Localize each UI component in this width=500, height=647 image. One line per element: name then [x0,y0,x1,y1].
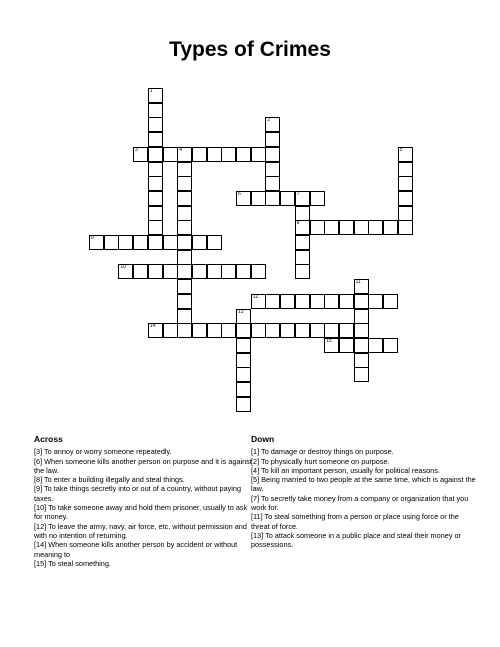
grid-cell[interactable] [383,338,398,353]
grid-cell[interactable] [280,191,295,206]
grid-cell[interactable] [221,264,236,279]
grid-cell[interactable] [265,132,280,147]
grid-cell[interactable] [89,235,104,250]
across-heading: Across [34,434,63,444]
down-clue [251,531,476,550]
grid-cell[interactable] [265,162,280,177]
across-clue-number: [9] [34,484,43,494]
cell-number: 13 [238,308,244,315]
across-clue [34,457,254,476]
down-clue-number: [4] [251,465,260,475]
grid-cell[interactable] [177,264,192,279]
grid-cell[interactable] [236,338,251,353]
grid-cell[interactable] [368,220,383,235]
cell-number: 12 [252,293,259,300]
grid-cell[interactable] [177,162,192,177]
grid-cell[interactable] [177,147,192,162]
grid-cell[interactable] [251,147,266,162]
grid-cell[interactable] [368,294,383,309]
grid-cell[interactable] [118,235,133,250]
grid-cell[interactable] [148,132,163,147]
down-clues [251,435,476,550]
grid-cell[interactable] [148,206,163,221]
grid-cell[interactable] [177,250,192,265]
grid-cell[interactable] [339,294,354,309]
grid-cell[interactable] [251,323,266,338]
across-clue-number: [14] [34,540,47,550]
grid-cell[interactable] [280,294,295,309]
grid-cell[interactable] [192,323,207,338]
down-clue [251,466,476,475]
grid-cell[interactable] [310,220,325,235]
across-clue-number: [6] [34,456,43,466]
grid-cell[interactable] [177,294,192,309]
grid-cell[interactable] [398,206,413,221]
grid-cell[interactable] [339,338,354,353]
grid-cell[interactable] [383,294,398,309]
grid-cell[interactable] [118,264,133,279]
grid-cell[interactable] [265,176,280,191]
grid-cell[interactable] [148,191,163,206]
grid-cell[interactable] [192,147,207,162]
grid-cell[interactable] [295,294,310,309]
grid-cell[interactable] [207,147,222,162]
grid-cell[interactable] [383,220,398,235]
down-clue-number: [2] [251,456,260,466]
grid-cell[interactable] [354,338,369,353]
cell-number: 4 [179,146,182,153]
across-clue-number: [8] [34,475,43,485]
down-clue [251,494,476,513]
cell-number: 9 [91,235,94,241]
grid-cell[interactable] [148,323,163,338]
across-list [34,447,254,568]
grid-cell[interactable] [148,264,163,279]
grid-cell[interactable] [163,264,178,279]
down-clue-number: [1] [251,447,260,457]
grid-cell[interactable] [163,235,178,250]
grid-cell[interactable] [177,309,192,324]
across-clue-text: When someone kills another person by accident or without meaning to [34,540,238,559]
grid-cell[interactable] [398,176,413,191]
grid-cell[interactable] [192,235,207,250]
across-clue-text: To steal something. [46,558,111,568]
grid-cell[interactable] [148,235,163,250]
down-clue-text: To steal something from a person or place using force or the threat of force. [251,512,459,531]
grid-cell[interactable] [133,147,148,162]
grid-cell[interactable] [236,147,251,162]
grid-cell[interactable] [265,147,280,162]
grid-cell[interactable] [177,176,192,191]
grid-cell[interactable] [295,191,310,206]
grid-cell[interactable] [265,323,280,338]
grid-cell[interactable] [398,220,413,235]
across-clue-text: To enter a building illegally and steal things. [42,475,185,485]
grid-cell[interactable] [310,323,325,338]
across-clue [34,559,254,568]
cell-number: 8 [296,220,300,227]
down-clue-number: [13] [251,530,264,540]
grid-cell[interactable] [339,323,354,338]
down-clue [251,475,476,494]
cell-number: 6 [238,190,241,197]
grid-cell[interactable] [251,294,266,309]
across-clue-text: When someone kills another person on purpose and it is against the law. [34,456,252,475]
grid-cell[interactable] [163,323,178,338]
grid-cell[interactable] [295,220,310,235]
grid-cell[interactable] [251,264,266,279]
grid-cell[interactable] [221,147,236,162]
grid-cell[interactable] [148,220,163,235]
cell-number: 3 [135,146,138,153]
grid-cell[interactable] [354,294,369,309]
grid-cell[interactable] [236,397,251,412]
cell-number: 14 [149,323,156,330]
across-clue-number: [3] [34,447,43,457]
down-clue-number: [7] [251,493,260,503]
grid-cell[interactable] [251,191,266,206]
down-clue [251,512,476,531]
grid-cell[interactable] [148,147,163,162]
down-clue [251,447,476,456]
grid-cell[interactable] [148,162,163,177]
across-clue-number: [12] [34,521,47,531]
grid-cell[interactable] [324,294,339,309]
across-clues [34,435,254,568]
down-clue-text: Being married to two people at the same time, which is against the law. [251,475,476,494]
grid-cell[interactable] [265,294,280,309]
grid-cell[interactable] [339,220,354,235]
grid-cell[interactable] [295,323,310,338]
grid-cell[interactable] [354,367,369,382]
grid-cell[interactable] [148,103,163,118]
grid-cell[interactable] [310,191,325,206]
down-clue-text: To kill an important person, usually for political reasons. [259,465,440,475]
grid-cell[interactable] [354,353,369,368]
across-clue-text: To take things secretly into or out of a country, without paying taxes. [34,484,242,503]
across-clue [34,540,254,559]
cell-number: 10 [120,264,126,271]
across-clue [34,522,254,541]
grid-cell[interactable] [324,338,339,353]
grid-cell[interactable] [265,191,280,206]
grid-cell[interactable] [148,117,163,132]
grid-cell[interactable] [295,235,310,250]
across-clue-text: To leave the army, navy, air force, etc. without permission and with no intention of returning. [34,521,247,540]
cell-number: 15 [326,337,332,344]
grid-cell[interactable] [368,338,383,353]
puzzle-title: Types of Crimes [169,38,331,61]
down-clue-text: To attack someone in a public place and steal their money or possessions. [251,530,461,550]
across-clue-number: [15] [34,558,47,568]
across-clue-text: To take someone away and hold them prisoner, usually to ask for money. [34,503,248,522]
grid-cell[interactable] [207,264,222,279]
grid-cell[interactable] [295,264,310,279]
grid-cell[interactable] [354,323,369,338]
cell-number: 2 [267,117,271,124]
grid-cell[interactable] [163,147,178,162]
across-clue [34,475,254,484]
across-clue [34,484,254,503]
grid-cell[interactable] [133,264,148,279]
cell-number: 5 [399,146,403,153]
grid-cell[interactable] [177,235,192,250]
grid-cell[interactable] [295,206,310,221]
across-clue [34,503,254,522]
grid-cell[interactable] [310,294,325,309]
down-clue-text: To damage or destroy things on purpose. [259,447,394,457]
grid-cell[interactable] [295,250,310,265]
grid-cell[interactable] [280,323,295,338]
grid-cell[interactable] [177,323,192,338]
down-clue-number: [5] [251,475,260,485]
grid-cell[interactable] [148,176,163,191]
grid-cell[interactable] [133,235,148,250]
grid-cell[interactable] [177,206,192,221]
grid-cell[interactable] [221,323,236,338]
across-clue-number: [10] [34,503,47,513]
cell-number: 1 [149,88,153,94]
grid-cell[interactable] [324,220,339,235]
grid-cell[interactable] [177,191,192,206]
down-clue-text: To physically hurt someone on purpose. [259,456,390,466]
grid-cell[interactable] [236,323,251,338]
grid-cell[interactable] [207,235,222,250]
grid-cell[interactable] [236,353,251,368]
grid-cell[interactable] [207,323,222,338]
across-clue-text: To annoy or worry someone repeatedly. [42,447,172,457]
grid-cell[interactable] [177,220,192,235]
grid-cell[interactable] [265,117,280,132]
down-clue-text: To secretly take money from a company or organization that you work for. [251,493,469,513]
grid-cell[interactable] [236,264,251,279]
down-clue [251,457,476,466]
down-heading: Down [251,434,275,444]
grid-cell[interactable] [192,264,207,279]
cell-number: 11 [355,279,361,286]
cell-number: 7 [296,190,300,197]
grid-cell[interactable] [236,191,251,206]
grid-cell[interactable] [104,235,119,250]
grid-cell[interactable] [177,279,192,294]
grid-cell[interactable] [354,309,369,324]
grid-cell[interactable] [398,162,413,177]
grid-cell[interactable] [324,323,339,338]
grid-cell[interactable] [398,147,413,162]
grid-cell[interactable] [354,279,369,294]
grid-cell[interactable] [354,220,369,235]
grid-cell[interactable] [236,309,251,324]
across-clue [34,447,254,456]
grid-cell[interactable] [148,88,163,103]
grid-cell[interactable] [398,191,413,206]
grid-cell[interactable] [236,382,251,397]
grid-cell[interactable] [236,367,251,382]
down-list [251,447,476,549]
down-clue-number: [11] [251,512,263,522]
